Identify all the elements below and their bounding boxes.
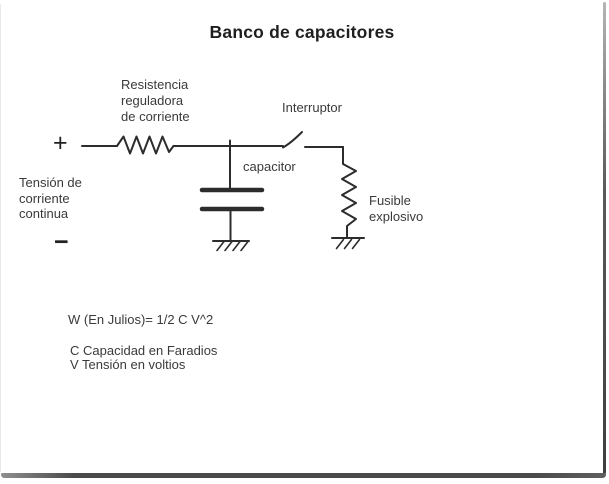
resistor-label-line: reguladora [121,93,184,108]
page-title: Banco de capacitores [209,22,395,42]
ground-icon-capacitor [213,241,249,251]
fuse-label-line: Fusible [369,193,411,208]
formula-capacitance: C Capacidad en Faradios [70,343,218,358]
resistor-label [121,77,190,125]
ground-icon-fuse [332,238,364,249]
image-frame-left-edge [0,4,1,472]
source-label-line: continua [19,206,69,221]
ground-hatch [217,242,248,251]
source-label [19,175,82,222]
switch-blade [283,132,302,148]
ground-hatch [337,240,360,249]
resistor-label-line: Resistencia [121,77,189,92]
switch-label: Interruptor [282,100,342,115]
image-frame-right-edge [603,2,606,474]
source-label-line: corriente [19,190,70,206]
minus-terminal-sign: − [54,228,69,256]
capacitor-label: capacitor [243,159,296,174]
fuse-symbol [342,147,356,238]
formula-voltage: V Tensión en voltios [70,357,186,372]
resistor-label-line: de corriente [121,109,190,124]
plus-terminal-sign: + [53,129,68,157]
image-frame-bottom-edge [1,473,606,478]
formula-energy: W (En Julios)= 1/2 C V^2 [68,312,214,327]
fuse-label [369,193,423,224]
resistor-symbol [117,137,174,154]
fuse-label-line: explosivo [369,208,424,224]
source-label-line: Tensión de [19,175,82,190]
